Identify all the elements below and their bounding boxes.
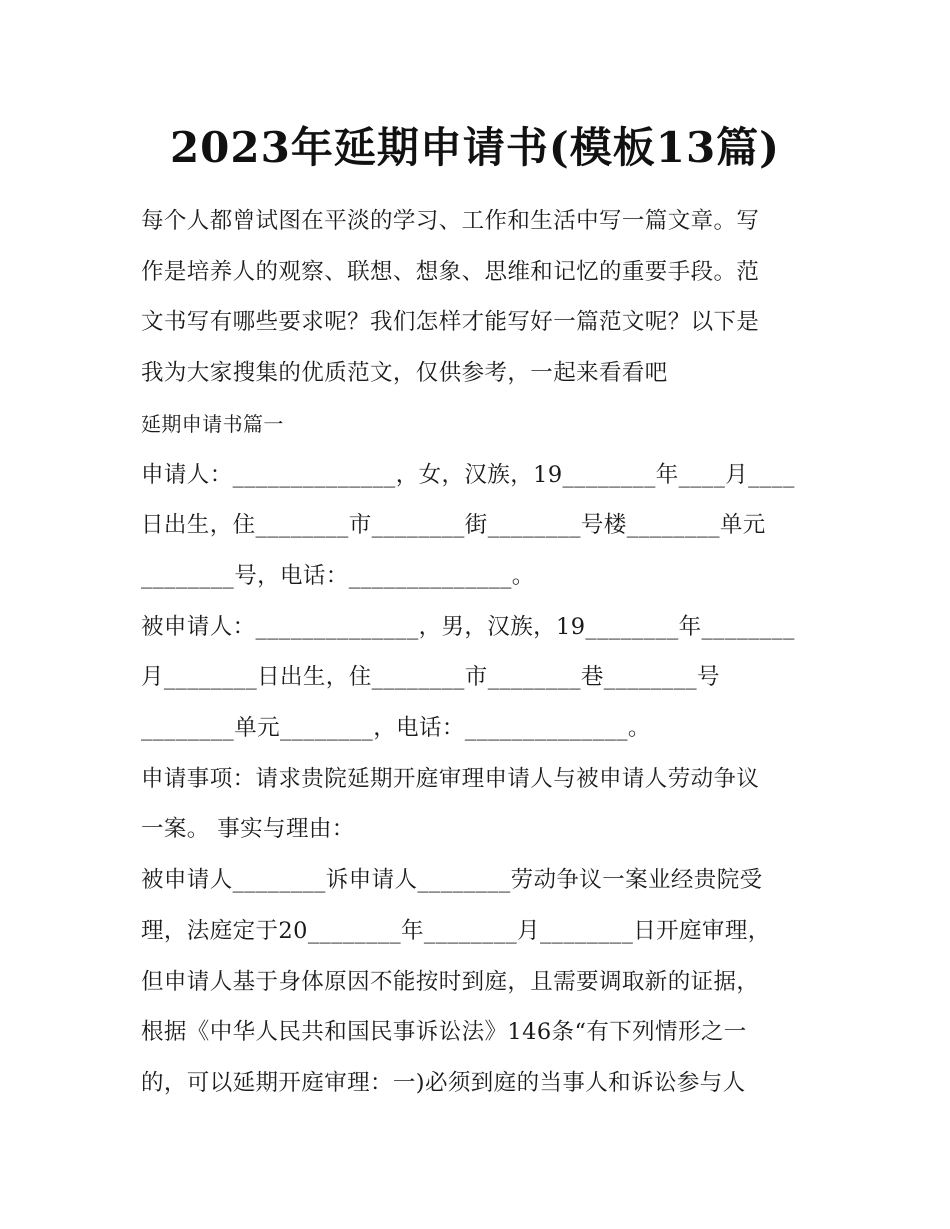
paragraph-line: 的，可以延期开庭审理：一)必须到庭的当事人和诉讼参与人 (141, 1069, 746, 1096)
paragraph-line: 月________日出生，住________市________巷________号 (141, 664, 720, 691)
paragraph-line: 文书写有哪些要求呢？我们怎样才能写好一篇范文呢？以下是 (141, 309, 760, 336)
paragraph-line: 但申请人基于身体原因不能按时到庭，且需要调取新的证据， (141, 968, 760, 995)
section-heading: 延期申请书篇一 (141, 411, 284, 436)
paragraph-line: 根据《中华人民共和国民事诉讼法》146条“有下列情形之一 (141, 1019, 747, 1046)
paragraph-line: 日出生，住________市________街________号楼________单元 (141, 512, 766, 539)
paragraph-line: ________单元________，电话：______________。 (141, 715, 651, 742)
paragraph-line: ________号，电话：______________。 (141, 562, 535, 589)
paragraph-line: 被申请人________诉申请人________劳动争议一案业经贵院受 (141, 867, 763, 894)
document-body (141, 196, 813, 1109)
paragraph-line: 我为大家搜集的优质范文，仅供参考，一起来看看吧 (141, 360, 668, 387)
paragraph-line: 作是培养人的观察、联想、想象、思维和记忆的重要手段。范 (141, 258, 760, 285)
paragraph-line: 一案。 事实与理由： (141, 816, 355, 843)
page-title: 2023年延期申请书(模板13篇) (169, 123, 781, 172)
paragraph-line: 每个人都曾试图在平淡的学习、工作和生活中写一篇文章。写 (141, 208, 760, 234)
paragraph-line: 申请人：______________，女，汉族，19________年____月____ (141, 461, 795, 488)
paragraph-line: 被申请人：______________，男，汉族，19________年________ (141, 613, 795, 640)
paragraph-line: 申请事项：请求贵院延期开庭审理申请人与被申请人劳动争议 (141, 765, 760, 792)
paragraph-line: 理，法庭定于20________年________月________日开庭审理， (141, 917, 771, 944)
